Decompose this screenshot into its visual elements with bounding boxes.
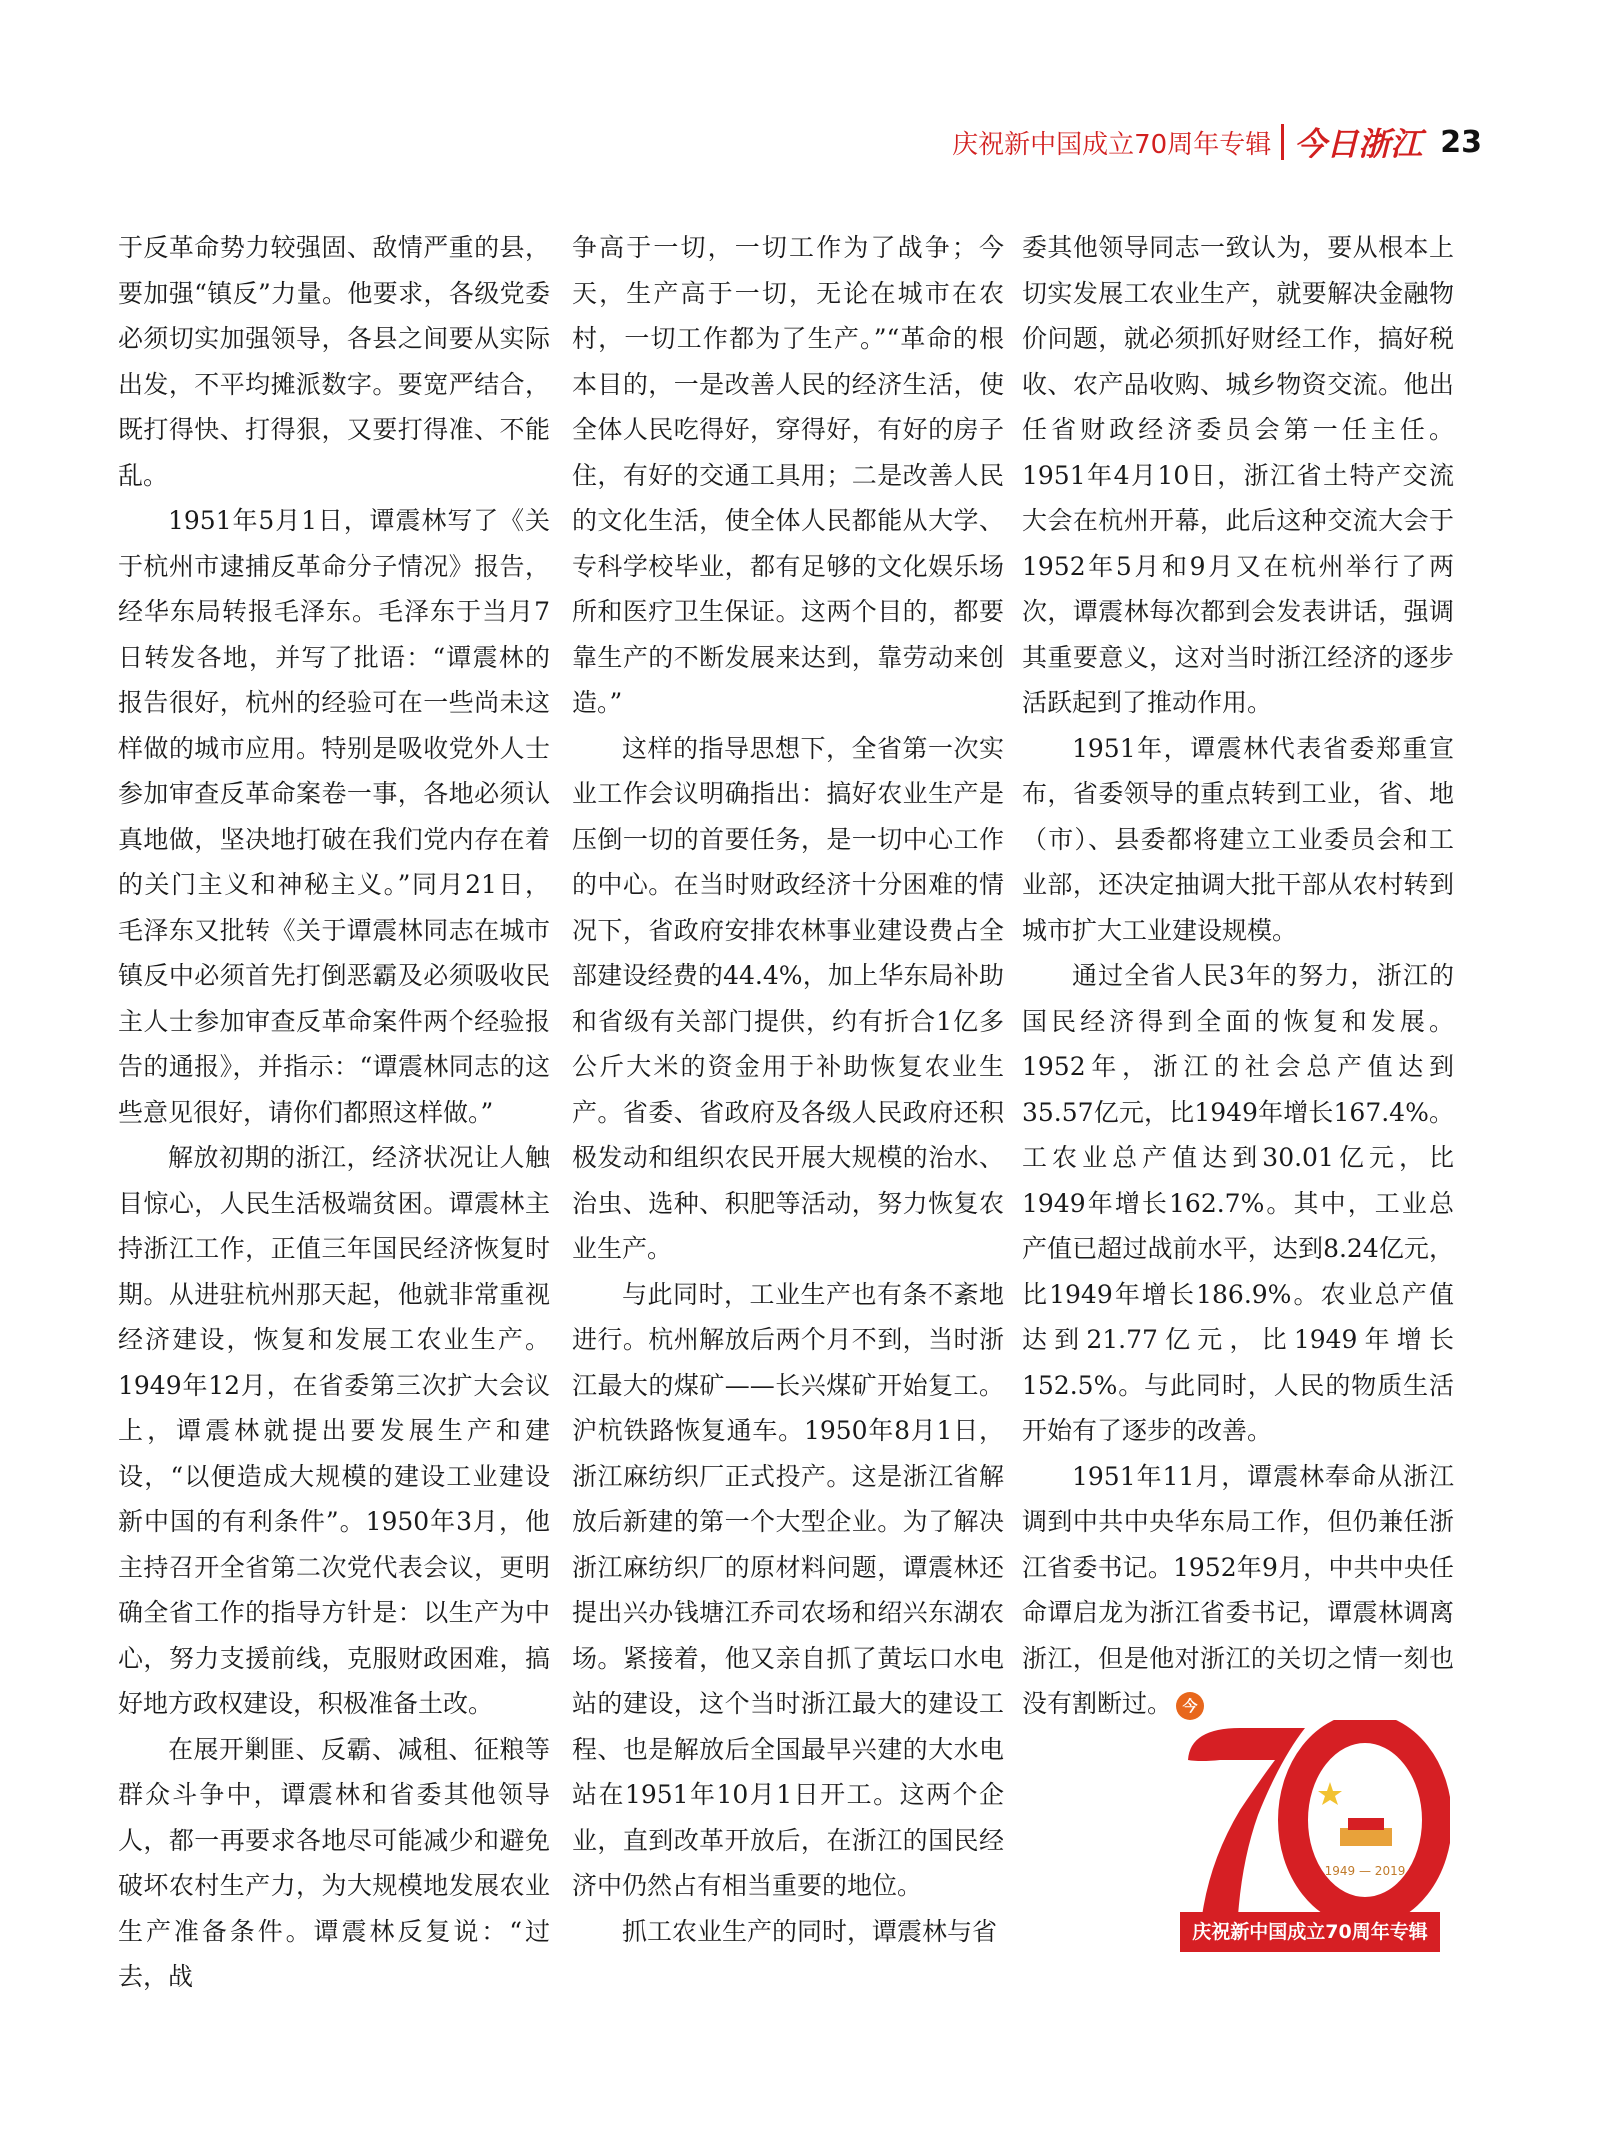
paragraph: 1951年5月1日，谭震林写了《关于杭州市逮捕反革命分子情况》报告，经华东局转报毛泽东。毛泽东于当月7日转发各地，并写了批语：“谭震林的报告很好，杭州的经验可在一些尚未这样做的城市应用。特别是吸收党外人士参加审查反革命案卷一事，各地必须认真地做，坚决地打破在我们党内存在着的关门主义和神秘主义。”同月21日，毛泽东又批转《关于谭震林同志在城市镇反中必须首先打倒恶霸及必须吸收民主人士参加审查反革命案件两个经验报告的通报》，并指示：“谭震林同志的这些意见很好，请你们都照这样做。”	[118, 506, 550, 1127]
paragraph: 于反革命势力较强固、敌情严重的县，要加强“镇反”力量。他要求，各级党委必须切实加强领导，各县之间要从实际出发，不平均摊派数字。要宽严结合，既打得快、打得狠，又要打得准、不能乱。	[118, 233, 550, 490]
header-title: 庆祝新中国成立70周年专辑	[952, 129, 1272, 160]
logo-banner: 庆祝新中国成立70周年专辑	[1180, 1912, 1440, 1952]
tiananmen-icon	[1340, 1828, 1392, 1846]
anniversary-70-logo	[1180, 1720, 1450, 1920]
magazine-brand-logo: 今日浙江	[1294, 125, 1423, 163]
article-column-2	[572, 225, 1004, 1954]
paragraph: 委其他领导同志一致认为，要从根本上切实发展工农业生产，就要解决金融物价问题，就必须抓好财经工作，搞好税收、农产品收购、城乡物资交流。他出任省财政经济委员会第一任主任。1951年4月10日，浙江省土特产交流大会在杭州开幕，此后这种交流大会于1952年5月和9月又在杭州举行了两次，谭震林每次都到会发表讲话，强调其重要意义，这对当时浙江经济的逐步活跃起到了推动作用。	[1022, 233, 1454, 717]
logo-years: 1949 — 2019	[1324, 1864, 1406, 1878]
paragraph	[1022, 1454, 1454, 1727]
paragraph: 这样的指导思想下，全省第一次实业工作会议明确指出：搞好农业生产是压倒一切的首要任务，是一切中心工作的中心。在当时财政经济十分困难的情况下，省政府安排农林事业建设费占全部建设经费的44.4%，加上华东局补助和省级有关部门提供，约有折合1亿多公斤大米的资金用于补助恢复农业生产。省委、省政府及各级人民政府还积极发动和组织农民开展大规模的治水、治虫、选种、积肥等活动，努力恢复农业生产。	[572, 733, 1004, 1263]
paragraph: 抓工农业生产的同时，谭震林与省	[622, 1916, 998, 1946]
page-number: 23	[1440, 124, 1482, 160]
header-divider	[1281, 124, 1284, 160]
paragraph: 争高于一切，一切工作为了战争；今天，生产高于一切，无论在城市在农村，一切工作都为了生产。”“革命的根本目的，一是改善人民的经济生活，使全体人民吃得好，穿得好，有好的房子住，有好的交通工具用；二是改善人民的文化生活，使全体人民都能从大学、专科学校毕业，都有足够的文化娱乐场所和医疗卫生保证。这两个目的，都要靠生产的不断发展来达到，靠劳动来创造。”	[572, 233, 1004, 717]
paragraph: 在展开剿匪、反霸、减租、征粮等群众斗争中，谭震林和省委其他领导人，都一再要求各地尽可能减少和避免破坏农村生产力，为大规模地发展农业生产准备条件。谭震林反复说：“过去，战	[118, 1734, 550, 1991]
paragraph: 解放初期的浙江，经济状况让人触目惊心，人民生活极端贫困。谭震林主持浙江工作，正值三年国民经济恢复时期。从进驻杭州那天起，他就非常重视经济建设，恢复和发展工农业生产。1949年12月，在省委第三次扩大会议上，谭震林就提出要发展生产和建设，“以便造成大规模的建设工业建设新中国的有利条件”。1950年3月，他主持召开全省第二次党代表会议，更明确全省工作的指导方针是：以生产为中心，努力支援前线，克服财政困难，搞好地方政权建设，积极准备土改。	[118, 1143, 550, 1718]
paragraph: 通过全省人民3年的努力，浙江的国民经济得到全面的恢复和发展。1952年，浙江的社会总产值达到35.57亿元，比1949年增长167.4%。工农业总产值达到30.01亿元，比1949年增长162.7%。其中，工业总产值已超过战前水平，达到8.24亿元，比1949年增长186.9%。农业总产值达到21.77亿元，比1949年增长152.5%。与此同时，人民的物质生活开始有了逐步的改善。	[1022, 961, 1454, 1445]
paragraph: 与此同时，工业生产也有条不紊地进行。杭州解放后两个月不到，当时浙江最大的煤矿——长兴煤矿开始复工。沪杭铁路恢复通车。1950年8月1日，浙江麻纺织厂正式投产。这是浙江省解放后新建的第一个大型企业。为了解决浙江麻纺织厂的原材料问题，谭震林还提出兴办钱塘江乔司农场和绍兴东湖农场。紧接着，他又亲自抓了黄坛口水电站的建设，这个当时浙江最大的建设工程、也是解放后全国最早兴建的大水电站在1951年10月1日开工。这两个企业，直到改革开放后，在浙江的国民经济中仍然占有相当重要的地位。	[572, 1279, 1004, 1900]
article-end-icon: 今	[1176, 1692, 1204, 1720]
paragraph-text: 1951年11月，谭震林奉命从浙江调到中共中央华东局工作，但仍兼任浙江省委书记。1952年9月，中共中央任命谭启龙为浙江省委书记，谭震林调离浙江，但是他对浙江的关切之情一刻也没有割断过。	[1022, 1461, 1454, 1718]
article-column-3	[1022, 225, 1454, 1727]
page-header	[952, 118, 1482, 166]
paragraph: 1951年，谭震林代表省委郑重宣布，省委领导的重点转到工业，省、地（市）、县委都将建立工业委员会和工业部，还决定抽调大批干部从农村转到城市扩大工业建设规模。	[1022, 733, 1454, 945]
article-column-1	[118, 225, 550, 2000]
